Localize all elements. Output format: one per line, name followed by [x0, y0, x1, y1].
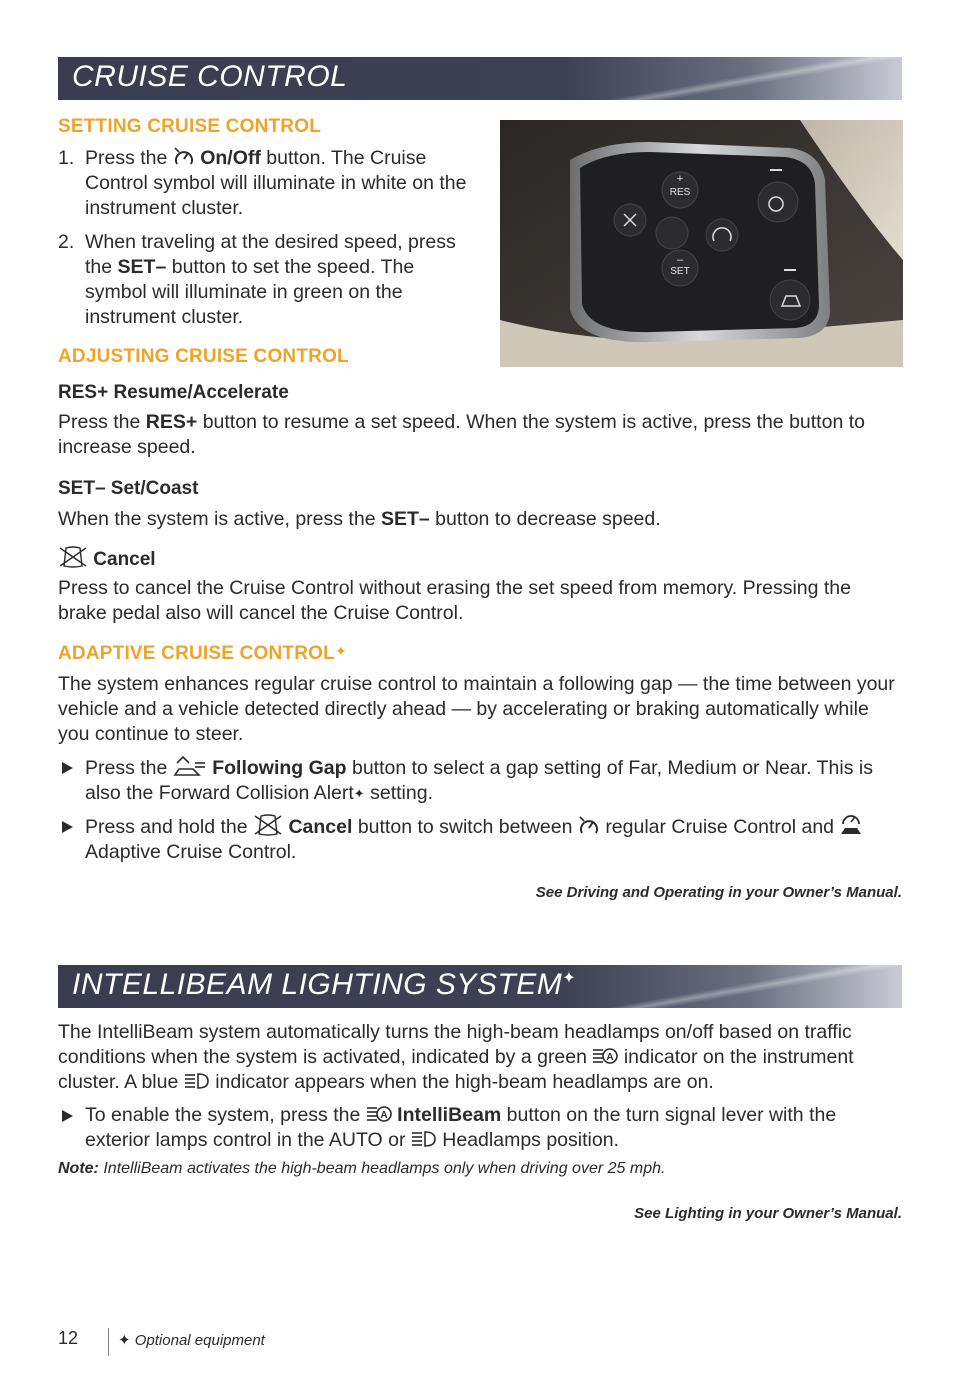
bullet-following-gap: Press the Following Gap button to select a gap setting of Far, Medium or Near. This is also the Forward Collision Alert✦ setting. — [62, 755, 902, 806]
page-number: 12 — [58, 1328, 79, 1348]
step-1: 1. Press the On/Off button. The Cruise Control symbol will illuminate in white on the instrument cluster. — [58, 147, 467, 219]
adaptive-cruise-icon — [839, 814, 863, 836]
steering-wheel-controls-photo — [500, 120, 903, 367]
cruise-control-icon — [578, 816, 600, 836]
cruise-reference: See Driving and Operating in your Owner’s Manual. — [535, 884, 902, 901]
optional-equipment-icon: ✦ — [334, 643, 347, 659]
intellibeam-note: Note: IntelliBeam activates the high-beam headlamps only when driving over 25 mph. — [58, 1160, 666, 1177]
cancel-text: Press to cancel the Cruise Control without erasing the set speed from memory. Pressing the brake pedal also will cancel the Cruise Control. — [58, 577, 851, 624]
intellibeam-paragraph: The IntelliBeam system automatically turns the high-beam headlamps on/off based on traffic conditions when the system is activated, indicated by a green A indicator on the instrument cluster. A blue indicator appears when the high-beam headlamps are on. — [58, 1021, 854, 1093]
intellibeam-banner — [58, 965, 902, 1008]
intellibeam-icon — [592, 1046, 618, 1066]
bullet-enable-intellibeam: To enable the system, press the A IntelliBeam button on the turn signal lever with the exterior lamps control in the AUTO or Headlamps position. — [62, 1103, 902, 1153]
set-text: When the system is active, press the SET– button to decrease speed. — [58, 508, 661, 530]
res-heading: RES+ Resume/Accelerate — [58, 382, 289, 403]
step-2: 2. When traveling at the desired speed, press the SET– button to set the speed. The symbol will illuminate in green on the instrument cluster. — [58, 231, 456, 328]
cruise-control-banner — [58, 57, 902, 100]
adjusting-cruise-heading: ADJUSTING CRUISE CONTROL — [58, 346, 349, 367]
intellibeam-icon — [366, 1104, 392, 1124]
photo-res-plus: + — [676, 173, 684, 185]
acc-heading: ADAPTIVE CRUISE CONTROL✦ — [58, 643, 347, 664]
optional-equipment-note: ✦ Optional equipment — [118, 1332, 265, 1349]
high-beam-icon — [411, 1129, 437, 1149]
setting-cruise-heading: SETTING CRUISE CONTROL — [58, 116, 322, 137]
res-text: Press the RES+ button to resume a set speed. When the system is active, press the button to increase speed. — [58, 411, 865, 458]
cruise-control-title: CRUISE CONTROL — [72, 60, 348, 93]
set-heading: SET– Set/Coast — [58, 478, 199, 499]
cruise-control-icon — [173, 147, 195, 167]
optional-equipment-icon: ✦ — [118, 1332, 131, 1349]
intellibeam-reference: See Lighting in your Owner’s Manual. — [634, 1205, 902, 1222]
acc-text: The system enhances regular cruise control to maintain a following gap — the time between your vehicle and a vehicle detected directly ahead — by accelerating or braking automatically while you continue to steer. — [58, 673, 895, 745]
photo-res-label: RES — [669, 187, 691, 198]
bullet-cancel-hold: Press and hold the Cancel button to switch between regular Cruise Control and Adaptive Cruise Control. — [62, 814, 902, 865]
cancel-heading-row: Cancel — [58, 546, 156, 571]
photo-set-label: SET — [670, 266, 690, 277]
high-beam-icon — [184, 1071, 210, 1091]
svg-text:A: A — [606, 1052, 615, 1063]
photo-set-minus: – — [676, 254, 684, 266]
intellibeam-title: INTELLIBEAM LIGHTING SYSTEM✦ — [72, 968, 577, 1001]
svg-text:A: A — [380, 1110, 388, 1121]
footer-divider — [108, 1328, 109, 1356]
following-gap-icon — [173, 755, 207, 777]
cancel-icon — [58, 546, 88, 568]
cancel-icon — [253, 814, 283, 836]
